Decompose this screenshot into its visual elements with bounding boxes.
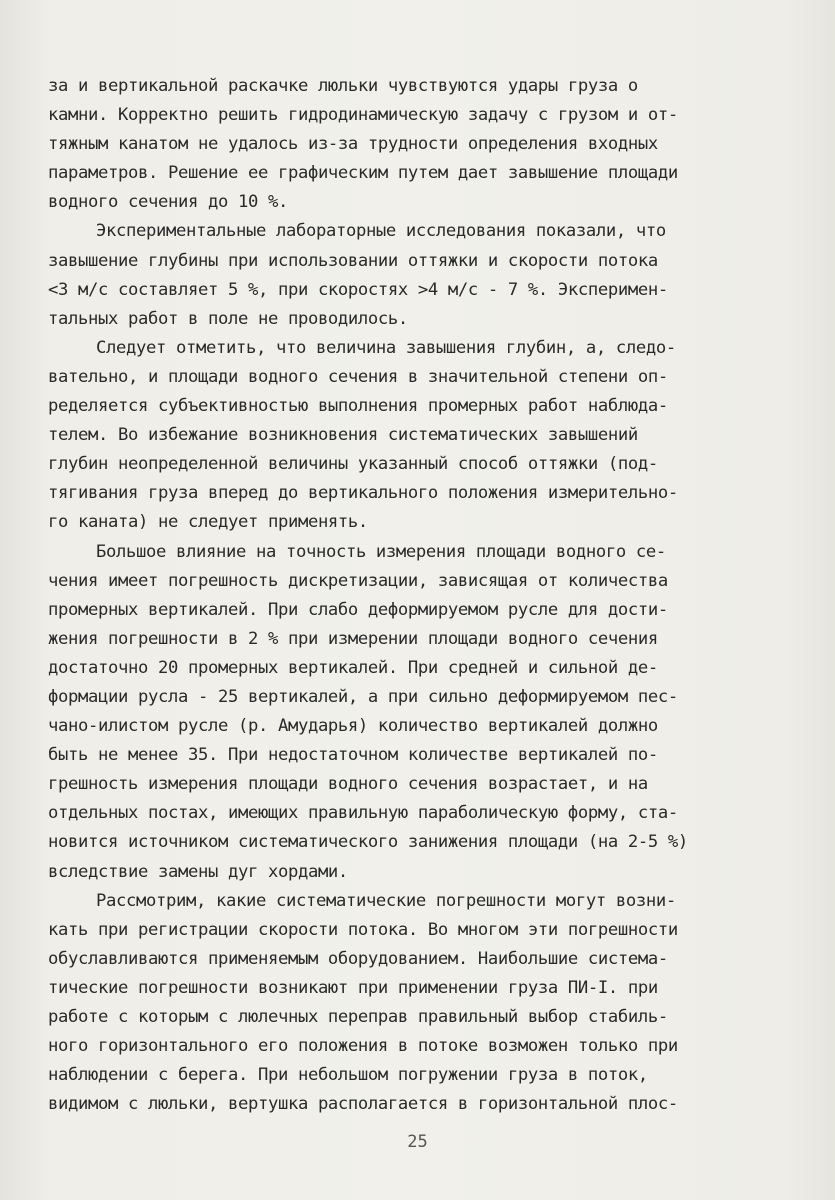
text-line: грешность измерения площади водного сечения возрастает, и на (48, 774, 648, 795)
text-line: водного сечения до 10 %. (48, 192, 288, 213)
text-line: достаточно 20 промерных вертикалей. При средней и сильной де- (48, 657, 658, 678)
text-line: глубин неопределенной величины указанный способ оттяжки (под- (48, 454, 658, 475)
text-line: вследствие замены дуг хордами. (48, 861, 348, 882)
text-line: обуславливаются применяемым оборудованием. Наибольшие системa- (48, 948, 668, 969)
text-line: Большое влияние на точность измерения площади водного се- (96, 541, 666, 562)
text-line: телем. Во избежание возникновения систематических завышений (48, 425, 638, 446)
text-line: формации русла - 25 вертикалей, а при сильно деформируемом пес- (48, 686, 678, 707)
text-line: жения погрешности в 2 % при измерении площади водного сечения (48, 628, 658, 649)
text-line: ределяется субъективностью выполнения промерных работ наблюда- (48, 396, 668, 417)
text-line: быть не менее 35. При недостаточном количестве вертикалей по- (48, 745, 658, 766)
text-line: завышение глубины при использовании оттяжки и скорости потока (48, 250, 658, 271)
text-line: наблюдении с берега. При небольшом погружении груза в поток, (48, 1065, 648, 1086)
text-line: го каната) не следует применять. (48, 512, 368, 533)
text-line: кать при регистрации скорости потока. Во многом эти погрешности (48, 919, 678, 940)
text-line: параметров. Решение ее графическим путем дает завышение площади (48, 163, 678, 184)
text-line: тальных работ в поле не проводилось. (48, 308, 408, 329)
text-line: вательно, и площади водного сечения в значительной степени оп- (48, 366, 668, 387)
text-line: работе с которым с люлечных переправ правильный выбор стабиль- (48, 1007, 668, 1027)
text-line: Экспериментальные лабораторные исследования показали, что (96, 221, 666, 242)
text-line: видимом с люльки, вертушка располагается в горизонтальной плос- (48, 1094, 678, 1115)
text-line: отдельных постах, имеющих правильную параболическую форму, ста- (48, 803, 678, 824)
page-number: 25 (407, 1132, 428, 1152)
text-line: промерных вертикалей. При слабо деформируемом русле для дости- (48, 599, 668, 620)
text-line: тяжным канатом не удалось из-за трудности определения входных (48, 134, 658, 155)
text-line: за и вертикальной раскачке люльки чувствуются удары груза о (48, 76, 638, 96)
text-line: новится источником систематического занижения площади (на 2-5 %) (48, 832, 688, 853)
text-line: чения имеет погрешность дискретизации, зависящая от количества (48, 570, 668, 591)
body-text (48, 72, 768, 1119)
text-line: Следует отметить, что величина завышения глубин, а, следо- (96, 337, 676, 358)
text-line: тягивания груза вперед до вертикального положения измерительно- (48, 483, 678, 504)
text-line: Рассмотрим, какие систематические погрешности могут возни- (96, 890, 676, 911)
text-line: камни. Корректно решить гидродинамическую задачу с грузом и от- (48, 105, 678, 126)
text-line: тические погрешности возникают при применении груза ПИ-I. при (48, 977, 658, 998)
text-line: ного горизонтального его положения в потоке возможен только при (48, 1036, 678, 1057)
text-line: чано-илистом русле (р. Амударья) количество вертикалей должно (48, 716, 658, 737)
text-line: <3 м/с составляет 5 %, при скоростях >4 м/с - 7 %. Эксперимен- (48, 279, 668, 300)
